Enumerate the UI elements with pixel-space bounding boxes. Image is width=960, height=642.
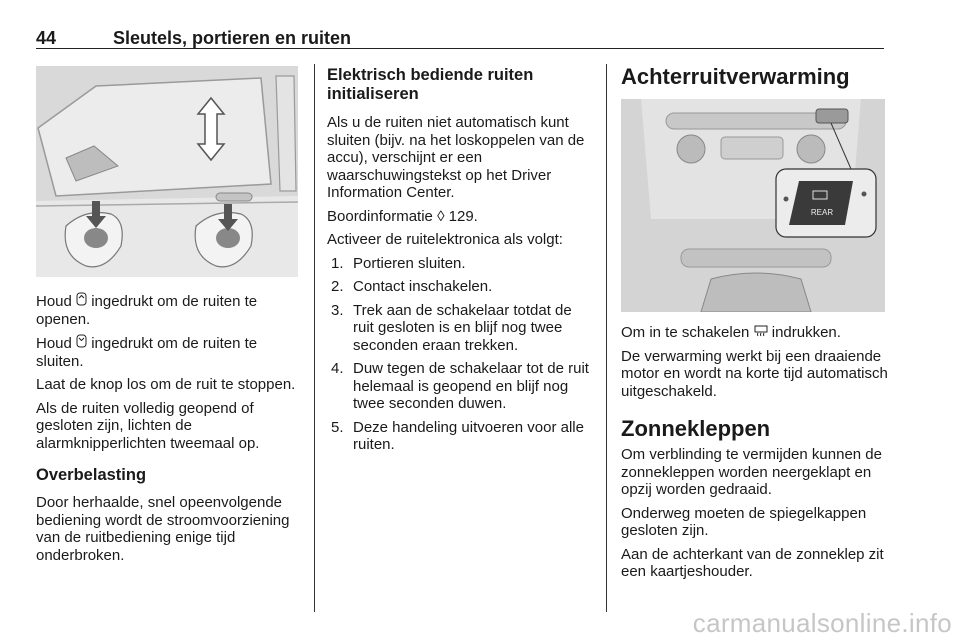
paragraph: Onderweg moeten de spiegelkappen gesloten zijn.: [621, 504, 867, 539]
column-divider: [606, 64, 607, 612]
paragraph: Houd ingedrukt om de ruiten te openen.: [36, 293, 258, 328]
paragraph: Activeer de ruitelektronica als volgt:: [327, 231, 563, 248]
column-3-text: [621, 324, 891, 587]
list-item: 1. Portieren sluiten.: [331, 254, 466, 272]
column-divider: [314, 64, 315, 612]
paragraph: Door herhaalde, snel opeenvolgende bediening wordt de stroomvoorziening van de ruitbediening enige tijd onderbroken.: [36, 494, 290, 564]
dashboard-rear-button-illustration: [621, 99, 885, 312]
list-item: 4. Duw tegen de schakelaar tot de ruit helemaal is geopend en blijf nog twee seconden duwen.: [331, 360, 589, 412]
steps-list: [327, 255, 595, 454]
list-item: 2. Contact inschakelen.: [331, 278, 493, 295]
paragraph: Laat de knop los om de ruit te stoppen.: [36, 376, 296, 393]
page-title: Sleutels, portieren en ruiten: [113, 28, 352, 48]
page-header: [36, 28, 884, 49]
paragraph: Boordinformatie ◊ 129.: [327, 207, 478, 225]
watermark: carmanualsonline.info: [692, 608, 952, 638]
paragraph: Als de ruiten volledig geopend of gesloten zijn, lichten de alarmknipperlichten tweemaal op.: [36, 399, 260, 452]
column-2: [327, 66, 595, 460]
paragraph: Als u de ruiten niet automatisch kunt sluiten (bijv. na het loskoppelen van de accu), verschijnt er een waarschuwingstekst op het Driver Information Center.: [327, 114, 585, 201]
page-reference-arrow-icon: ◊: [437, 207, 445, 225]
list-item: 5. Deze handeling uitvoeren voor alle ruiten.: [331, 418, 584, 453]
paragraph: Om verblinding te vermijden kunnen de zonnekleppen worden neergeklapt en opzij worden gedraaid.: [621, 446, 882, 498]
rear-window-heating-icon: [754, 324, 768, 342]
column-1: [36, 292, 306, 570]
section-heading: Elektrisch bediende ruiten initialiseren: [327, 66, 534, 103]
section-heading: Zonnekleppen: [621, 416, 771, 441]
page-number: 44: [36, 28, 57, 48]
section-heading: Achterruitverwarming: [621, 64, 850, 89]
rear-button-label: REAR: [810, 208, 834, 217]
window-key-illustration: [36, 66, 298, 277]
list-item: 3. Trek aan de schakelaar totdat de ruit gesloten is en blijf nog twee seconden eraan trekken.: [331, 301, 572, 354]
window-close-icon: [76, 334, 87, 353]
column-3: [621, 64, 891, 100]
paragraph: Houd ingedrukt om de ruiten te sluiten.: [36, 335, 258, 370]
section-heading: Overbelasting: [36, 466, 147, 484]
window-open-icon: [76, 292, 87, 311]
paragraph: De verwarming werkt bij een draaiende motor en wordt na korte tijd automatisch uitgeschakeld.: [621, 347, 888, 400]
paragraph: Aan de achterkant van de zonneklep zit een kaartjeshouder.: [621, 545, 884, 580]
paragraph: Om in te schakelen indrukken.: [621, 324, 841, 341]
